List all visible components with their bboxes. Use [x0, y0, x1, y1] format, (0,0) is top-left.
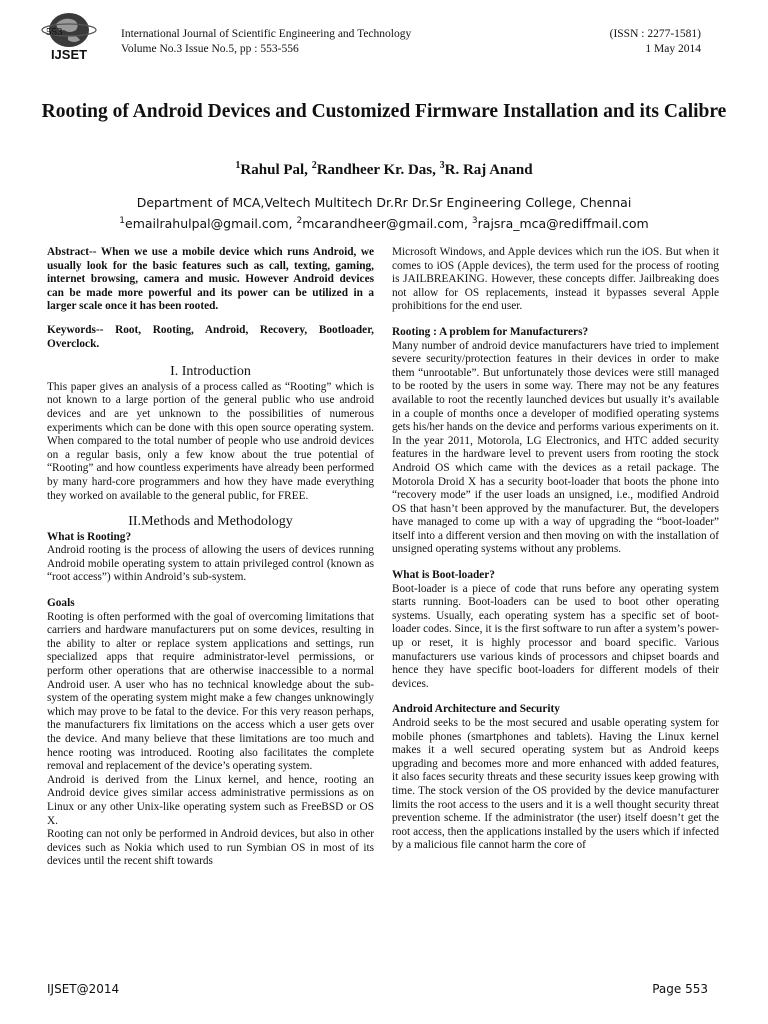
header-page-number: 553 [46, 26, 63, 38]
abstract: Abstract-- When we use a mobile device which runs Android, we usually look for the basic features such as call, texting, gaming, internet browsing, camera and music. However Android devices can be made more powerful and its power can be utilized in a larger scale once it has been rooted. [47, 246, 374, 313]
goals-text-3: Rooting can not only be performed in Android devices, but also in other devices such as Nokia which used to run Symbian OS in most of its devices until the recent shift towards [47, 828, 374, 868]
paper-title: Rooting of Android Devices and Customized Firmware Installation and its Calibre [41, 101, 727, 122]
affiliation-block [0, 194, 768, 233]
issn: (ISSN : 2277-1581) [609, 28, 701, 40]
bootloader-heading: What is Boot-loader? [392, 569, 495, 582]
logo-text: IJSET [50, 47, 88, 62]
architecture-heading: Android Architecture and Security [392, 703, 560, 716]
author-1-name: Rahul Pal, [240, 162, 308, 178]
rooting-problem-heading: Rooting : A problem for Manufacturers? [392, 325, 589, 338]
email-3: rajsra_mca@rediffmail.com [477, 216, 649, 232]
email-1-sup: 1 [119, 216, 125, 226]
footer-page-number: Page 553 [652, 982, 708, 996]
email-3-sup: 3 [471, 216, 478, 226]
author-3-sup: 3 [439, 160, 445, 171]
email-list [0, 212, 768, 233]
issn-info [610, 27, 701, 57]
what-is-rooting-heading: What is Rooting? [47, 530, 132, 543]
email-1: emailrahulpal@gmail.com, [125, 216, 293, 232]
right-column [392, 246, 719, 853]
publication-date: 1 May 2014 [645, 43, 701, 55]
author-2-name: Randheer Kr. Das, [316, 162, 436, 178]
author-3-name: R. Raj Anand [444, 162, 533, 178]
goals-heading: Goals [47, 597, 75, 610]
author-2-sup: 2 [311, 160, 317, 171]
goals-text-1: Rooting is often performed with the goal of overcoming limitations that carriers and hardware manufacturers put on some devices, resulting in the ability to alter or replace system applications and settings, run specialized apps that require administrator-level permissions, or perform other operations that are otherwise inaccessible to a normal Android user. A user who has no technical knowledge about the sub-system of the operating system might make a few changes unknowingly which may prove to be fatal to the device. For this very reason perhaps, the manufacturers fix limitations on the access which a user gets over the device. And many believe that these limitations are too much and hence rooting was introduced. Rooting also facilitates the complete removal and replacement of the device’s operating system. [47, 610, 374, 773]
methods-heading: II.Methods and Methodology [128, 514, 293, 530]
continued-text: Microsoft Windows, and Apple devices which run the iOS. But when it comes to iOS (Apple devices), the term used for the process of rooting is JAILBREAKING. However, these concepts differ. Jailbreaking does not allow for OS replacements, instead it bypasses several Apple prohibitions for the end user. [392, 246, 719, 313]
keywords: Keywords-- Root, Rooting, Android, Recovery, Bootloader, Overclock. [47, 323, 374, 350]
journal-name: International Journal of Scientific Engineering and Technology [121, 28, 412, 40]
bootloader-text: Boot-loader is a piece of code that runs before any operating system starts running. Boot-loaders can be used to boot other operating systems. Usually, each operating system has a specific set of boot-loader codes. Since, it is the first software to run after a system’s power-up or reset, it is highly processor and board specific. Various manufacturers use various kinds of processors and chipset boards and hence they have specific boot-loaders for different models of their devices. [392, 582, 719, 690]
left-column [47, 246, 374, 869]
volume-info: Volume No.3 Issue No.5, pp : 553-556 [121, 43, 299, 55]
rooting-problem-text: Many number of android device manufacturers have tried to implement severe security/protection features in their devices in order to make them “unrootable”. But unfortunately those devices were still managed to be rooted by the users in some way. There may not be any features available to root the recently launched devices but usually it’s available in a couple of months once a developer of modified operating systems gets his/her hands on the device and performs various experiments on it. In the year 2011, Motorola, LG Electronics, and HTC added security features in the hardware level to prevent users from rooting the stock Android OS which came with the devices as a retail package. The Motorola Droid X has a security boot-loader that boots the phone into “recovery mode” if the user loads an unsigned, i.e., modified Android OS that hasn’t been approved by the manufacturer. But, the developers have managed to come up with a way of upgrading the “boot-loader” itself into a different version and then moving on with the installation of unsigned operating systems without any problems. [392, 339, 719, 556]
goals-text-2: Android is derived from the Linux kernel, and hence, rooting an Android device gives similar access administrative permissions as on Linux or any other Unix-like operating system such as FreeBSD or OS X. [47, 773, 374, 827]
introduction-heading: I. Introduction [170, 364, 251, 380]
affiliation: Department of MCA,Veltech Multitech Dr.Rr Dr.Sr Engineering College, Chennai [136, 195, 632, 210]
email-2: mcarandheer@gmail.com, [302, 216, 468, 232]
architecture-text: Android seeks to be the most secured and usable operating system for mobile phones (smartphones and tablets). Having the Linux kernel makes it a well secured operating system but as Android keeps upgrading and becomes more and more enhanced with added features, it also faces security threats and these security issues keep growing with time. The stock version of the OS provided by the device manufacturer limits the root access to the users and it is a well thought security threat prevention scheme. If the administrator (the user) itself doesn’t get the root access, then the applications installed by the users which if infected by a malicious file cannot harm the core of [392, 717, 719, 852]
journal-logo [34, 10, 104, 62]
introduction-text: This paper gives an analysis of a process called as “Rooting” which is not known to a large portion of the general public who use android devices and are yet unknown to the possibilities of numerous experiments which can be done with this open source operating system. When compared to the total number of people who use android devices on a regular basis, only a few know about the true potential of “Rooting” and how countless experiments have already been performed by many hard-core programmers and how they have made everything they worked on available to the general public, for FREE. [47, 380, 374, 502]
author-list [0, 160, 768, 179]
author-1-sup: 1 [235, 160, 241, 171]
email-2-sup: 2 [296, 216, 303, 226]
journal-info [121, 27, 411, 57]
what-is-rooting-text: Android rooting is the process of allowing the users of devices running Android mobile operating system to attain privileged control (known as “root access”) within Android’s sub-system. [47, 544, 374, 584]
footer-copyright: IJSET@2014 [47, 982, 120, 996]
